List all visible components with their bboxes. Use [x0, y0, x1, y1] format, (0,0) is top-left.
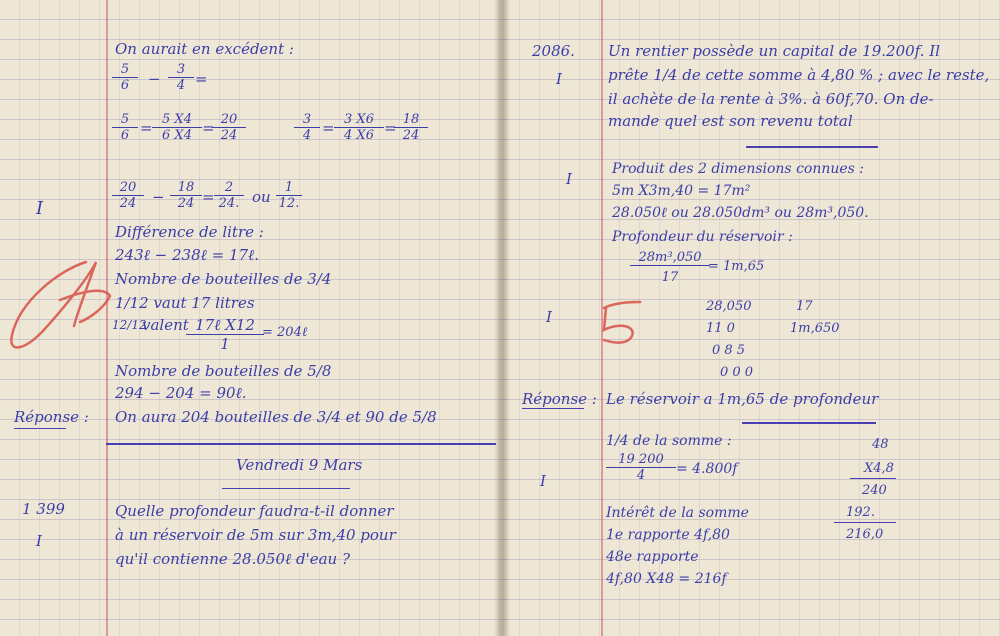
division-divisor: 17: [796, 299, 813, 314]
quarter-line: 1/4 de la somme :: [606, 433, 732, 449]
product-calculation: 5m X3m,40 = 17m²: [612, 183, 751, 199]
rapport-48: 48e rapporte: [606, 549, 699, 565]
problem-line-2: prête 1/4 de cette somme à 4,80 % ; avec le reste,: [608, 66, 990, 84]
problem-number: 1 399: [22, 500, 65, 518]
red-grade-mark-right: [604, 302, 640, 343]
grade-mark: I: [540, 472, 546, 490]
product-label: Produit des 2 dimensions connues :: [612, 161, 865, 177]
difference-label: Différence de litre :: [115, 223, 264, 241]
fraction: $\frac{20}{24}$: [112, 180, 144, 211]
fraction: $\frac{19 200}{4}$: [606, 452, 676, 483]
red-grade-mark-left: [11, 262, 110, 347]
depth-label: Profondeur du réservoir :: [612, 229, 793, 245]
column-192: 192.: [846, 505, 875, 520]
grade-mark: I: [556, 70, 562, 88]
equals-sign: =: [202, 119, 215, 137]
multiplication-line: 4f,80 X48 = 216f: [606, 571, 727, 587]
division-remainder-1: 11 0: [706, 321, 735, 336]
answer-text: Le réservoir a 1m,65 de profondeur: [606, 390, 879, 408]
fraction: $\frac{\text{28m³,050}}{17}$: [630, 250, 710, 285]
equals-sign: =: [322, 119, 335, 137]
fraction: $\frac{2}{24.}$: [214, 180, 244, 211]
problem-line-3: il achète de la rente à 3%. à 60f,70. On de-: [608, 90, 934, 108]
fraction: $\frac{3}{4}$: [168, 62, 194, 93]
result-204: = 204ℓ: [262, 325, 308, 340]
problem-line-1: Un rentier possède un capital de 19.200f. Il: [608, 42, 940, 60]
division-remainder-2: 0 8 5: [712, 343, 746, 358]
fraction: $\frac{3 X6}{4 X6}$: [334, 112, 384, 143]
or-word: ou: [252, 188, 271, 206]
bottles-label: Nombre de bouteilles de 3/4: [115, 270, 332, 288]
column-2160: 216,0: [846, 527, 884, 542]
fraction: $\frac{18}{24}$: [394, 112, 428, 143]
division-dividend: 28,050: [706, 299, 752, 314]
equals-sign: =: [202, 188, 215, 206]
problem-line-4: mande quel est son revenu total: [608, 112, 853, 130]
fraction: $\frac{5}{6}$: [112, 112, 138, 143]
fraction: $\frac{5}{6}$: [112, 62, 138, 93]
quarter-result: = 4.800f: [676, 461, 738, 477]
problem-number: 2086.: [532, 42, 575, 60]
date-heading: Vendredi 9 Mars: [236, 456, 363, 474]
volume-line: 28.050ℓ ou 28.050dm³ ou 28m³,050.: [612, 205, 869, 221]
equals-sign: =: [140, 119, 153, 137]
fraction: $\frac{3}{4}$: [294, 112, 320, 143]
grade-mark: I: [36, 532, 42, 550]
bottles58-calculation: 294 − 204 = 90ℓ.: [115, 384, 247, 402]
depth-result: = 1m,65: [708, 259, 765, 274]
column-x48: X4,8: [864, 461, 894, 476]
rapport-1: 1e rapporte 4f,80: [606, 527, 730, 543]
excess-heading: On aurait en excédent :: [115, 40, 294, 58]
minus-sign: −: [148, 70, 161, 88]
valent-word: valent: [142, 316, 189, 334]
equals-sign: =: [195, 70, 208, 88]
grade-mark: I: [566, 170, 572, 188]
bottles58-label: Nombre de bouteilles de 5/8: [115, 362, 332, 380]
division-quotient: 1m,650: [790, 321, 840, 336]
column-240: 240: [862, 483, 887, 498]
fraction: 17ℓ X12 1: [186, 316, 264, 353]
equals-sign: =: [384, 119, 397, 137]
problem-line-1: Quelle profondeur faudra-t-il donner: [115, 502, 394, 520]
line-one-twelfth: 1/12 vaut 17 litres: [115, 294, 255, 312]
difference-calculation: 243ℓ − 238ℓ = 17ℓ.: [115, 246, 260, 264]
fraction: $\frac{5 X4}{6 X4}$: [152, 112, 202, 143]
problem-line-3: qu'il contienne 28.050ℓ d'eau ?: [115, 550, 351, 568]
grade-mark: I: [546, 308, 552, 326]
minus-sign: −: [152, 188, 165, 206]
interest-label: Intérêt de la somme: [606, 505, 749, 521]
fraction: $\frac{1}{12.}$: [276, 180, 302, 211]
column-48: 48: [872, 437, 889, 452]
answer-label: Réponse :: [14, 408, 89, 426]
answer-label: Réponse :: [522, 390, 597, 408]
fraction-twelve-twelfths: 12/12: [112, 318, 147, 332]
fraction: $\frac{20}{24}$: [212, 112, 246, 143]
fraction: $\frac{18}{24}$: [170, 180, 202, 211]
problem-line-2: à un réservoir de 5m sur 3m,40 pour: [115, 526, 396, 544]
division-remainder-3: 0 0 0: [720, 365, 754, 380]
grade-mark: I: [36, 198, 44, 219]
answer-text: On aura 204 bouteilles de 3/4 et 90 de 5/8: [115, 408, 437, 426]
